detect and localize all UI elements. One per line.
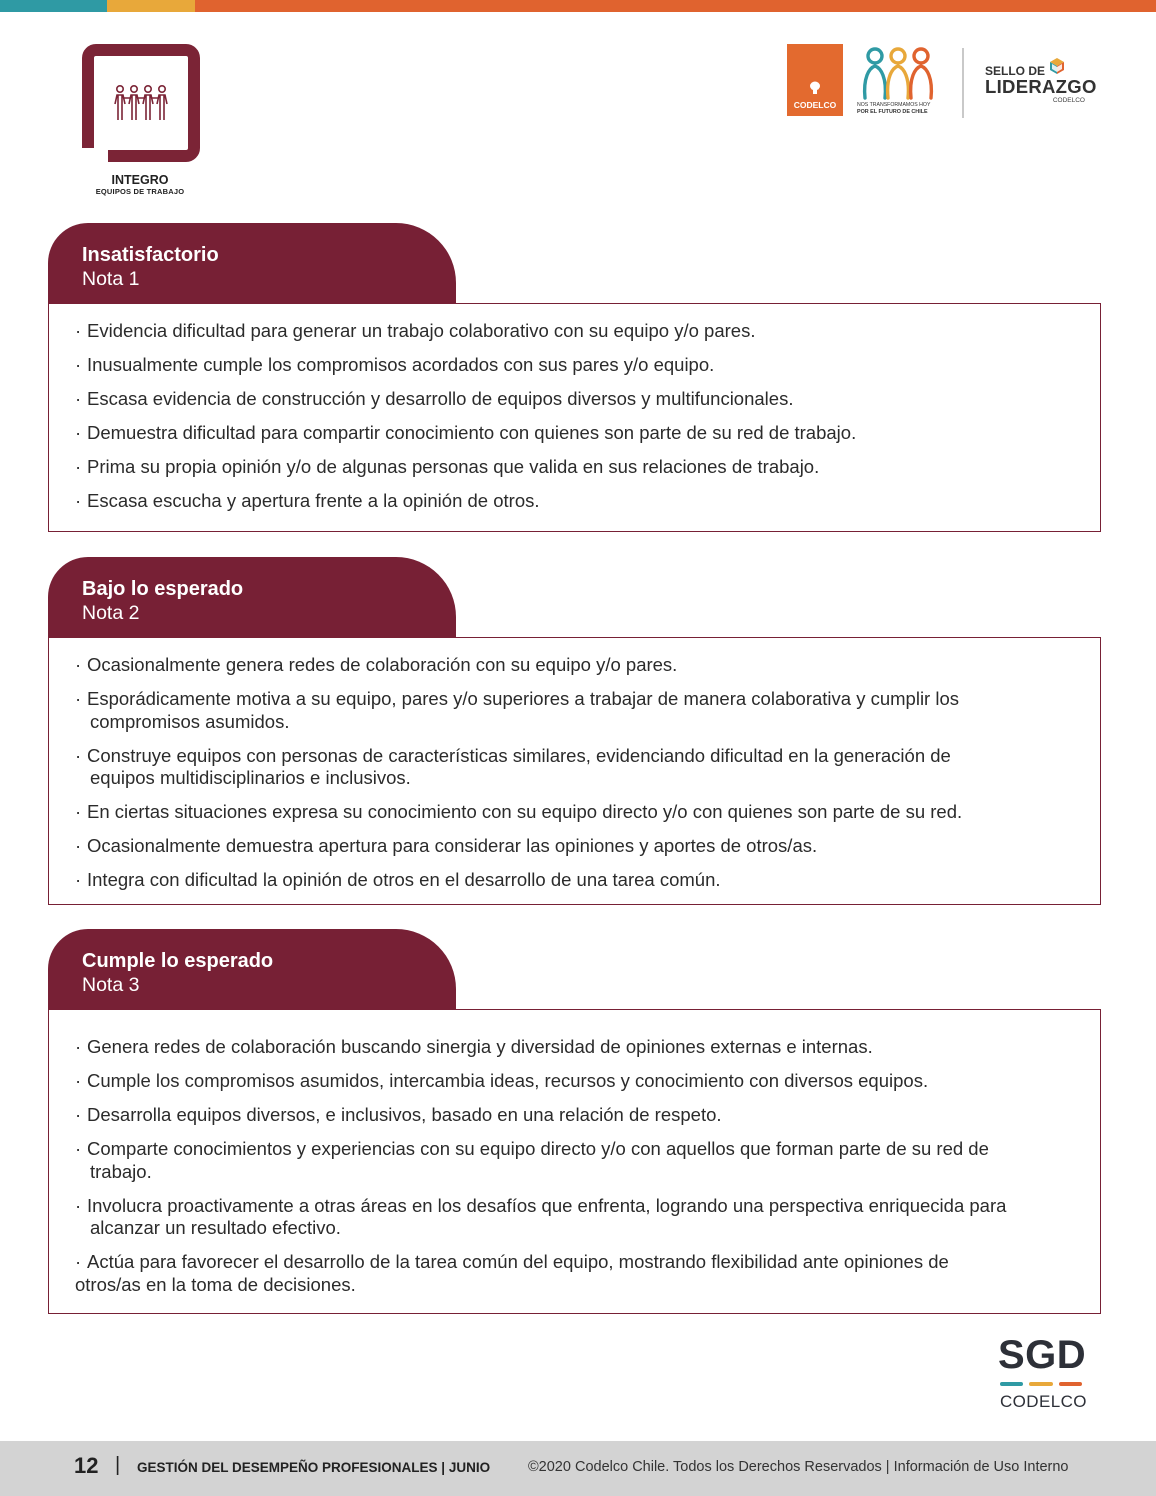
section-box-cumple-lo-esperado	[48, 1009, 1101, 1314]
codelco-logo	[787, 44, 843, 116]
criteria-list	[75, 320, 1086, 513]
section-subtitle: Nota 1	[82, 268, 140, 290]
section-title: Bajo lo esperado	[82, 578, 244, 600]
criteria-text-continued: trabajo.	[90, 1160, 152, 1182]
criteria-item	[75, 745, 1086, 790]
criteria-text: Comparte conocimientos y experiencias con su equipo directo y/o con aquellos que forman parte de su red de	[87, 1138, 989, 1159]
criteria-text: Cumple los compromisos asumidos, intercambia ideas, recursos y conocimiento con diversos equipos.	[87, 1070, 929, 1091]
sgd-logo-subtext: CODELCO	[1000, 1392, 1087, 1411]
criteria-item	[75, 388, 1086, 411]
criteria-text-continued: equipos multidisciplinarios e inclusivos.	[90, 767, 411, 788]
criteria-text: Actúa para favorecer el desarrollo de la tarea común del equipo, mostrando flexibilidad ante opiniones de	[87, 1251, 949, 1272]
criteria-text: Ocasionalmente genera redes de colaboración con su equipo y/o pares.	[87, 654, 678, 675]
footer-doc-title: GESTIÓN DEL DESEMPEÑO PROFESIONALES | JUNIO	[137, 1460, 491, 1475]
logo-divider	[962, 48, 964, 118]
codelco-logo-text: CODELCO	[793, 100, 837, 110]
sgd-bar-teal	[1000, 1382, 1023, 1386]
section-header-bajo-lo-esperado	[48, 557, 456, 638]
criteria-text: Prima su propia opinión y/o de algunas personas que valida en sus relaciones de trabajo.	[87, 456, 820, 477]
criteria-text: Integra con dificultad la opinión de otros en el desarrollo de una tarea común.	[87, 869, 721, 890]
criteria-item	[75, 1070, 1086, 1093]
sgd-codelco-logo	[996, 1333, 1086, 1413]
criteria-text: Escasa evidencia de construcción y desarrollo de equipos diversos y multifuncionales.	[87, 388, 794, 409]
section-title: Insatisfactorio	[82, 244, 219, 266]
top-bar-teal-segment	[0, 0, 107, 12]
criteria-item	[75, 422, 1086, 445]
footer-separator: |	[115, 1454, 121, 1476]
section-header-cumple-lo-esperado	[48, 929, 456, 1010]
criteria-text: Ocasionalmente demuestra apertura para considerar las opiniones y aportes de otros/as.	[87, 835, 818, 856]
sgd-bar-yellow	[1029, 1382, 1052, 1386]
section-box-insatisfactorio	[48, 303, 1101, 532]
team-people-icon	[112, 84, 172, 124]
criteria-text: Construye equipos con personas de características similares, evidenciando dificultad en la generación de	[87, 744, 951, 766]
criteria-item	[75, 1104, 1086, 1127]
top-color-bar	[0, 0, 1156, 12]
sello-line3: CODELCO	[1052, 97, 1085, 104]
badge-frame-gap	[82, 148, 108, 164]
top-bar-yellow-segment	[107, 0, 195, 12]
criteria-text: En ciertas situaciones expresa su conocimiento con su equipo directo y/o con quienes son parte de su red.	[87, 801, 963, 822]
sello-line2: LIDERAZGO	[985, 76, 1097, 97]
criteria-text: Demuestra dificultad para compartir conocimiento con quienes son parte de su red de trabajo.	[87, 422, 857, 443]
chile-logo-line2: POR EL FUTURO DE CHILE	[857, 109, 928, 115]
section-subtitle: Nota 3	[82, 974, 140, 996]
criteria-item	[75, 456, 1086, 479]
criteria-item	[75, 1138, 1086, 1183]
sello-line1: SELLO DE	[985, 64, 1046, 78]
sgd-color-bars	[1000, 1382, 1082, 1386]
integro-badge	[82, 44, 200, 162]
sgd-bar-orange	[1059, 1382, 1082, 1386]
criteria-text: Involucra proactivamente a otras áreas en los desafíos que enfrenta, logrando una perspectiva enriquecida para	[87, 1194, 1007, 1216]
top-bar-orange-segment	[195, 0, 1156, 12]
people-loops-icon	[857, 44, 939, 100]
criteria-item	[75, 490, 1086, 513]
criteria-text-continued: otros/as en la toma de decisiones.	[75, 1273, 356, 1295]
criteria-text: Inusualmente cumple los compromisos acordados con sus pares y/o equipo.	[87, 354, 715, 375]
criteria-text: Desarrolla equipos diversos, e inclusivos, basado en una relación de respeto.	[87, 1104, 722, 1125]
criteria-item	[75, 1195, 1086, 1240]
criteria-item	[75, 1251, 1086, 1296]
chile-logo-line1: NOS TRANSFORMAMOS HOY	[857, 102, 931, 108]
codelco-mark-icon	[806, 81, 824, 95]
criteria-text: Genera redes de colaboración buscando sinergia y diversidad de opiniones externas e internas.	[87, 1036, 873, 1057]
criteria-item	[75, 654, 1086, 677]
criteria-item	[75, 801, 1086, 824]
page-number: 12	[74, 1453, 99, 1478]
criteria-item	[75, 320, 1086, 343]
section-subtitle: Nota 2	[82, 602, 140, 624]
criteria-text: Esporádicamente motiva a su equipo, pares y/o superiores a trabajar de manera colaborativa y cumplir los	[87, 688, 960, 709]
criteria-item	[75, 354, 1086, 377]
section-header-insatisfactorio	[48, 223, 456, 304]
criteria-item	[75, 835, 1086, 858]
criteria-item	[75, 1036, 1086, 1059]
section-title: Cumple lo esperado	[82, 950, 274, 972]
criteria-item	[75, 869, 1086, 892]
criteria-text-continued: alcanzar un resultado efectivo.	[90, 1217, 341, 1238]
criteria-list	[75, 654, 1086, 892]
badge-subtitle: EQUIPOS DE TRABAJO	[95, 187, 185, 196]
badge-title: INTEGRO	[111, 173, 169, 187]
page-footer	[0, 1441, 1156, 1496]
cube-icon	[1047, 56, 1067, 76]
criteria-text-continued: compromisos asumidos.	[90, 710, 290, 732]
section-box-bajo-lo-esperado	[48, 637, 1101, 905]
criteria-text: Escasa escucha y apertura frente a la opinión de otros.	[87, 490, 540, 511]
criteria-item	[75, 688, 1086, 733]
chile-future-logo	[857, 44, 939, 118]
footer-copyright: ©2020 Codelco Chile. Todos los Derechos Reservados | Información de Uso Interno	[528, 1459, 1069, 1475]
sgd-logo-text: SGD	[998, 1333, 1087, 1377]
sello-liderazgo-logo	[985, 56, 1097, 106]
criteria-list	[75, 1036, 1086, 1296]
criteria-text: Evidencia dificultad para generar un trabajo colaborativo con su equipo y/o pares.	[87, 320, 756, 341]
